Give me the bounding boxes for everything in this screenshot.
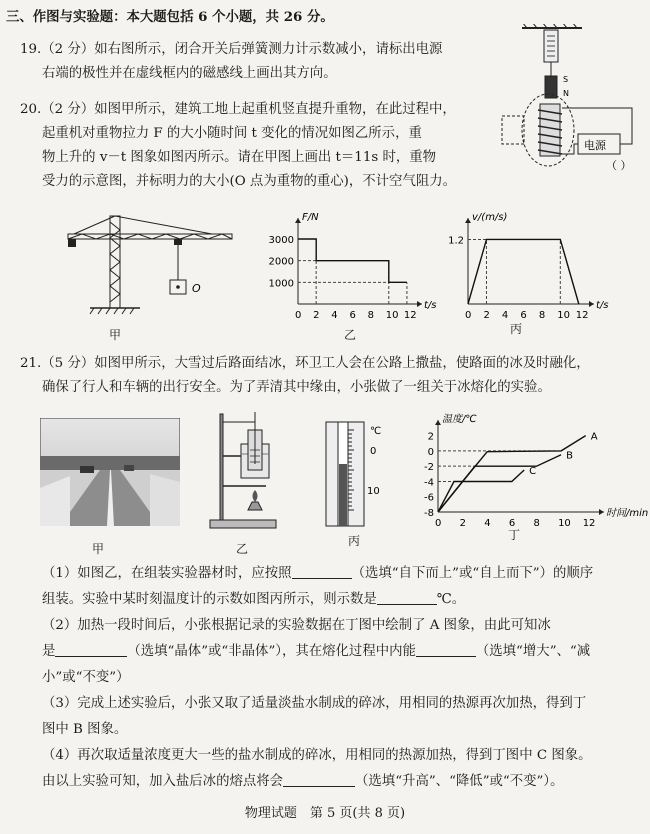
x-tick-label: 6 [349, 310, 356, 321]
y-tick-label: -8 [424, 508, 434, 519]
x-axis-arrow [599, 509, 604, 515]
q21-p2-line2 [42, 642, 590, 661]
magnet-n-label: N [563, 89, 569, 98]
x-tick-label: 4 [331, 310, 338, 321]
q21-p4-line2 [42, 772, 563, 791]
fig21-bing-caption: 丙 [347, 534, 360, 548]
y-tick-label: 1000 [268, 278, 294, 290]
liquid-column [339, 464, 347, 526]
q21-p4-line1: （4）再次取适量浓度更大一些的盐水制成的碎冰，用相同的热源加热，得到丁图中 C 图象。 [42, 748, 592, 763]
center-of-gravity-o [176, 285, 180, 289]
answer-blank-assembly-order[interactable] [292, 564, 352, 579]
q21-p3-line1: （3）完成上述实验后，小张又取了适量淡盐水制成的碎冰，用相同的热源再次加热，得到丁 [42, 696, 587, 711]
fig20-bing-caption: 丙 [509, 322, 522, 336]
q21-p2b-mid: （选填“晶体”或“非晶体”），其在熔化过程中内能 [127, 644, 416, 659]
q21-p1b-post: ℃。 [436, 592, 466, 607]
q20-line1: 20.（2 分）如图甲所示，建筑工地上起重机竖直提升重物，在此过程中， [20, 102, 456, 117]
y-axis-arrow [435, 420, 441, 425]
crane-figure [62, 214, 234, 326]
y-axis-arrow [295, 218, 301, 223]
x-tick-label: 10 [557, 310, 571, 321]
y-tick-label: -4 [424, 477, 434, 489]
series-v-line [468, 239, 579, 304]
heating-apparatus [208, 410, 280, 530]
chart-f-t [262, 212, 442, 322]
x-tick-label: 12 [582, 518, 596, 529]
x-tick-label: 0 [465, 310, 472, 321]
x-tick-label: 10 [385, 310, 399, 321]
series-B-line [438, 455, 561, 512]
y-tick-label: 2000 [268, 256, 294, 268]
y-tick-label: 3000 [268, 235, 294, 246]
x-axis-label: 时间/min [606, 508, 649, 519]
q20-line2: 起重机对重物拉力 F 的大小随时间 t 变化的情况如图乙所示，重 [42, 126, 422, 141]
x-tick-label: 2 [483, 310, 490, 321]
q21-p2b-post: （选填“增大”、“减 [475, 644, 591, 659]
q21-p2-line1: （2）加热一段时间后，小张根据记录的实验数据在丁图中绘制了 A 图象，由此可知冰 [42, 618, 551, 633]
x-axis-label: t/s [596, 300, 609, 311]
q21-p1a-pre: （1）如图乙，在组装实验器材时，应按照 [42, 566, 292, 581]
q20-line4: 受力的示意图，并标明力的大小(O 点为重物的重心)，不计空气阻力。 [42, 174, 457, 189]
series-B-label: B [566, 450, 573, 462]
x-axis-label: t/s [424, 300, 437, 311]
q21-p3-line2: 图中 B 图象。 [42, 722, 128, 737]
q19-line2: 右端的极性并在虚线框内的磁感线上画出其方向。 [42, 66, 337, 81]
x-tick-label: 10 [558, 518, 571, 529]
x-tick-label: 8 [538, 310, 546, 321]
x-tick-label: 2 [459, 518, 466, 529]
thermo-tick-10: 10 [367, 486, 380, 497]
point-o-label: O [192, 282, 201, 295]
q21-p1a-post: （选填“自下而上”或“自上而下”）的顺序 [351, 566, 594, 581]
y-tick-label: 2 [427, 431, 434, 443]
fig21-yi-caption: 乙 [235, 542, 248, 556]
magnet-s-label: S [563, 75, 569, 84]
y-axis-arrow [465, 218, 471, 223]
q19-line1: 19.（2 分）如右图所示，闭合开关后弹簧测力计示数减小，请标出电源 [20, 42, 443, 57]
series-C-label: C [529, 466, 537, 477]
y-tick-label: 1.2 [448, 235, 464, 247]
fig21-jia-caption: 甲 [91, 542, 104, 556]
q21-p1b-pre: 组装。实验中某时刻温度计的示数如图丙所示，则示数是 [42, 592, 377, 607]
thermo-unit: ℃ [370, 426, 382, 437]
y-tick-label: 0 [427, 446, 434, 458]
series-C-line [438, 470, 524, 512]
x-tick-label: 6 [508, 518, 516, 529]
thermo-tick-0: 0 [370, 446, 377, 457]
fig20-jia-caption: 甲 [108, 328, 121, 342]
dashed-box-left [502, 116, 524, 144]
fig20-yi-caption: 乙 [343, 328, 356, 342]
x-tick-label: 12 [403, 310, 417, 321]
x-tick-label: 12 [575, 310, 589, 321]
q21-p2-line3: 小”或“不变”） [42, 670, 130, 685]
x-tick-label: 8 [367, 310, 374, 321]
section-title: 三、作图与实验题：本大题包括 6 个小题，共 26 分。 [6, 9, 334, 25]
chart-temperature-time [412, 408, 650, 532]
page-footer: 物理试题 第 5 页(共 8 页) [244, 806, 406, 821]
x-tick-label: 2 [313, 310, 320, 321]
x-tick-label: 4 [501, 310, 509, 321]
chart-v-t [440, 208, 610, 322]
q19-figure [492, 24, 642, 174]
x-axis-arrow [417, 301, 422, 307]
x-tick-label: 8 [533, 518, 540, 529]
y-axis-label: v/(m/s) [472, 212, 508, 223]
q21-p1-line2 [42, 590, 465, 609]
fig21-ding-caption: 丁 [507, 528, 520, 542]
bar-magnet [545, 76, 557, 98]
snow-road-photo [40, 418, 180, 526]
q21-p1-line1 [42, 564, 593, 583]
thermometer [324, 420, 384, 530]
series-A-label: A [590, 431, 598, 443]
answer-blank-internal-energy[interactable] [416, 642, 476, 657]
q21-p4b-pre: 由以上实验可知，加入盐后冰的熔点将会 [42, 774, 284, 789]
q21-line2: 确保了行人和车辆的出行安全。为了弄清其中缘由，小张做了一组关于冰熔化的实验。 [42, 380, 551, 395]
power-label: 电源 [584, 139, 606, 152]
q21-p2b-pre: 是 [42, 644, 56, 659]
answer-blank-melting-point[interactable] [283, 772, 355, 787]
x-tick-label: 6 [520, 310, 527, 321]
y-tick-label: -6 [424, 492, 434, 504]
x-axis-arrow [589, 301, 594, 307]
y-axis-label: 温度/℃ [442, 414, 477, 425]
answer-blank-crystal[interactable] [55, 642, 127, 657]
x-tick-label: 4 [484, 518, 491, 529]
answer-blank-thermometer-reading[interactable] [377, 590, 437, 605]
q21-line1: 21.（5 分）如图甲所示，大雪过后路面结冰，环卫工人会在公路上撒盐，使路面的冰及时融化， [20, 356, 590, 371]
x-tick-label: 0 [435, 518, 442, 529]
y-axis-label: F/N [302, 212, 319, 223]
series-A-line [438, 436, 586, 512]
power-polarity-blank: （ ） [606, 159, 632, 172]
q20-line3: 物上升的 v－t 图象如图丙所示。请在甲图上画出 t＝11s 时，重物 [42, 150, 437, 165]
q21-p4b-post: （选填“升高”、“降低”或“不变”）。 [355, 774, 564, 789]
y-tick-label: -2 [424, 462, 434, 474]
x-tick-label: 0 [295, 310, 302, 321]
